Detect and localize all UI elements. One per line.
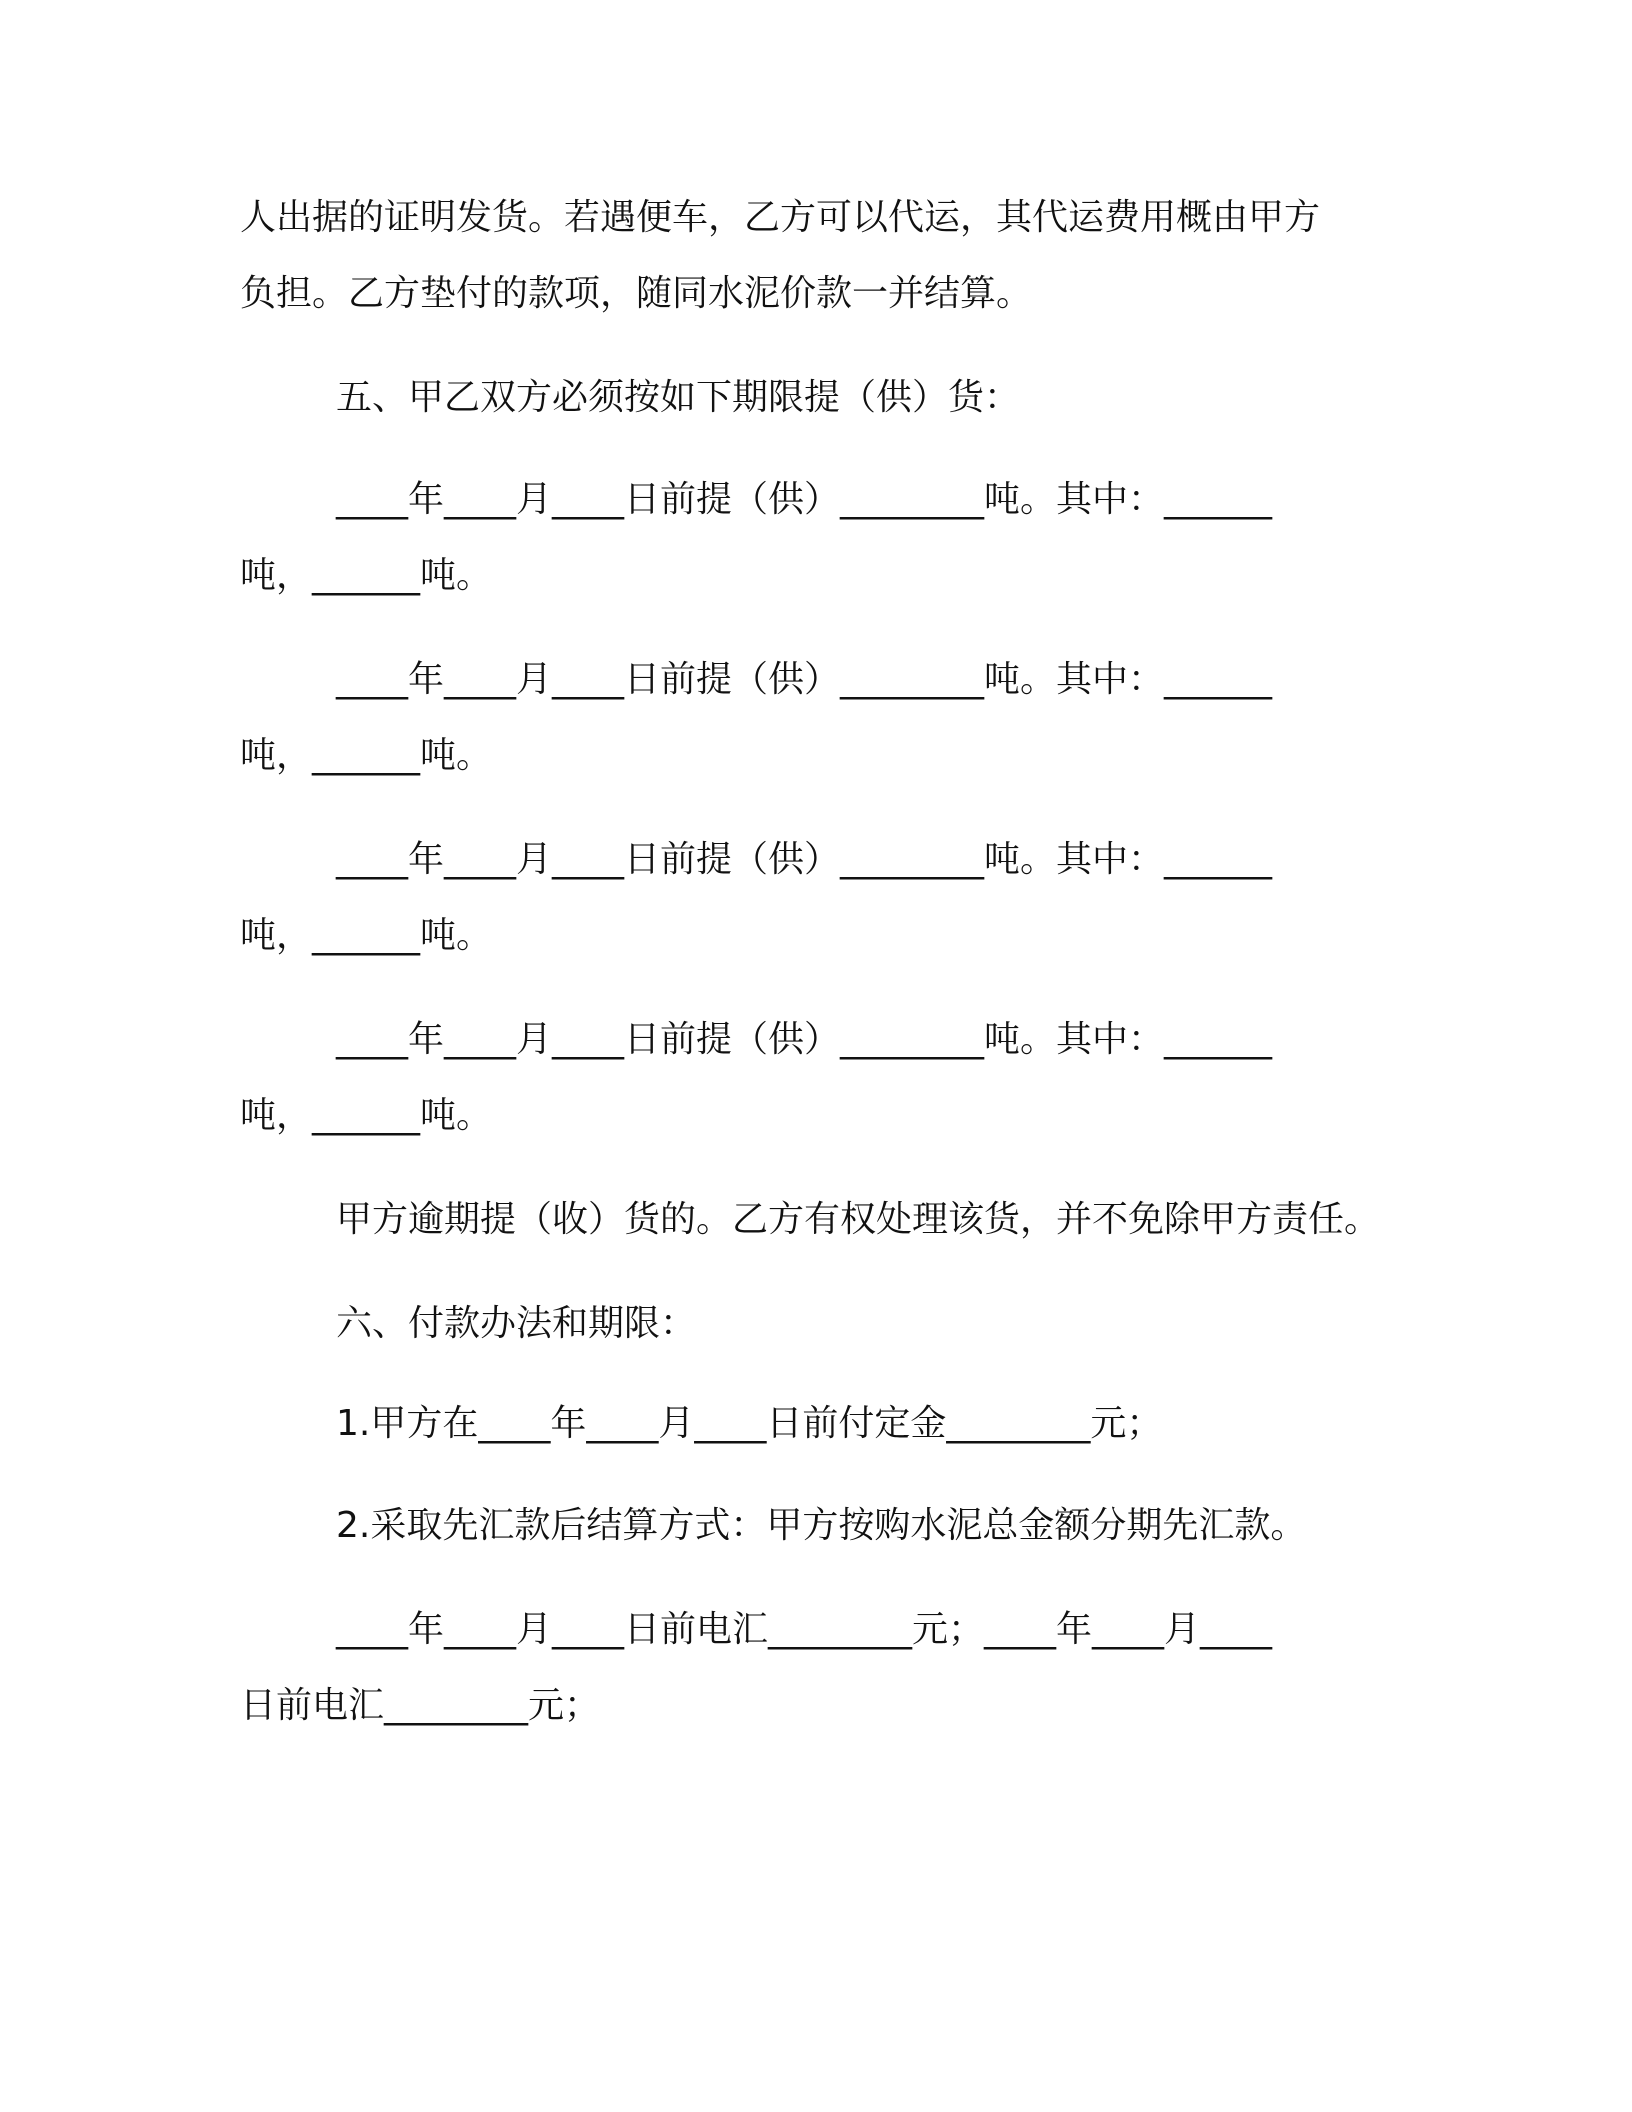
payment-line: 2.采取先汇款后结算方式：甲方按购水泥总金额分期先汇款。 xyxy=(336,1505,1307,1546)
delivery-schedule-line: 吨，______吨。 xyxy=(240,555,493,596)
delivery-schedule-line: ____年____月____日前提（供）________吨。其中：______ xyxy=(336,479,1273,520)
payment-line: 1.甲方在____年____月____日前付定金________元； xyxy=(336,1403,1163,1444)
delivery-schedule-line: ____年____月____日前提（供）________吨。其中：______ xyxy=(336,839,1273,880)
section-heading: 六、付款办法和期限： xyxy=(336,1303,697,1344)
delivery-schedule-line: ____年____月____日前提（供）________吨。其中：______ xyxy=(336,1019,1273,1060)
paragraph-line: 负担。乙方垫付的款项，随同水泥价款一并结算。 xyxy=(240,273,1033,314)
delivery-schedule-line: 吨，______吨。 xyxy=(240,915,493,956)
payment-line: ____年____月____日前电汇________元；____年____月____ xyxy=(336,1609,1273,1650)
delivery-schedule-line: 吨，______吨。 xyxy=(240,1095,493,1136)
delivery-schedule-line: 吨，______吨。 xyxy=(240,735,493,776)
section-heading: 五、甲乙双方必须按如下期限提（供）货： xyxy=(336,377,1021,418)
delivery-schedule-line: ____年____月____日前提（供）________吨。其中：______ xyxy=(336,659,1273,700)
paragraph-line: 人出据的证明发货。若遇便车，乙方可以代运，其代运费用概由甲方 xyxy=(240,197,1321,238)
paragraph-line: 甲方逾期提（收）货的。乙方有权处理该货，并不免除甲方责任。 xyxy=(336,1199,1381,1240)
payment-line: 日前电汇________元； xyxy=(240,1685,601,1726)
